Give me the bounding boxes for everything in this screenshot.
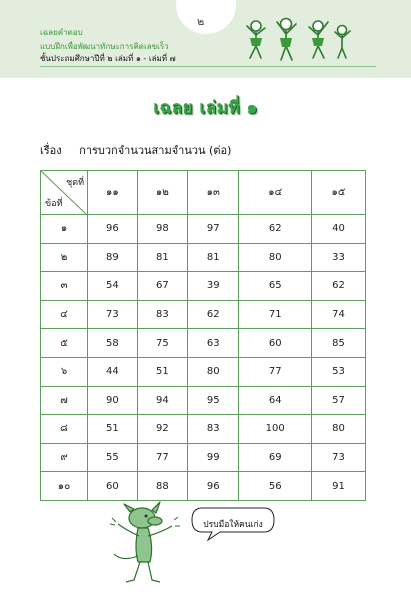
- answer-cell: 54: [88, 272, 138, 301]
- answer-cell: 91: [312, 472, 366, 501]
- answer-cell: 92: [137, 415, 187, 444]
- column-header: ๑๑: [88, 171, 138, 215]
- column-header: ๑๓: [188, 171, 239, 215]
- row-number: ๙: [41, 443, 88, 472]
- answer-cell: 64: [239, 386, 312, 415]
- table-row: [41, 357, 366, 386]
- answer-cell: 60: [88, 472, 138, 501]
- answer-cell: 58: [88, 329, 138, 358]
- answer-cell: 44: [88, 357, 138, 386]
- table-row: [41, 415, 366, 444]
- subject-line: [40, 141, 231, 159]
- answer-cell: 53: [312, 357, 366, 386]
- answer-cell: 89: [88, 243, 138, 272]
- row-number: ๖: [41, 357, 88, 386]
- row-number: ๕: [41, 329, 88, 358]
- answer-cell: 60: [239, 329, 312, 358]
- answer-cell: 77: [239, 357, 312, 386]
- column-header: ๑๔: [239, 171, 312, 215]
- answer-key-title: เฉลย เล่มที่ ๑: [153, 98, 258, 118]
- answer-cell: 62: [239, 215, 312, 244]
- table-row: [41, 243, 366, 272]
- answer-cell: 65: [239, 272, 312, 301]
- header-line-exercise-title: แบบฝึกเพื่อพัฒนาทักษะการคิดเลขเร็ว: [40, 42, 169, 51]
- row-number: ๓: [41, 272, 88, 301]
- answer-cell: 88: [137, 472, 187, 501]
- column-header: ๑๒: [137, 171, 187, 215]
- row-number: ๒: [41, 243, 88, 272]
- answer-cell: 75: [137, 329, 187, 358]
- row-number: ๗: [41, 386, 88, 415]
- answer-cell: 77: [137, 443, 187, 472]
- answer-cell: 67: [137, 272, 187, 301]
- table-row: [41, 215, 366, 244]
- answer-table: [40, 170, 366, 501]
- answer-cell: 80: [188, 357, 239, 386]
- answer-cell: 62: [312, 272, 366, 301]
- answer-cell: 71: [239, 300, 312, 329]
- answer-cell: 55: [88, 443, 138, 472]
- answer-cell: 100: [239, 415, 312, 444]
- answer-cell: 57: [312, 386, 366, 415]
- answer-cell: 85: [312, 329, 366, 358]
- answer-cell: 62: [188, 300, 239, 329]
- answer-cell: 73: [312, 443, 366, 472]
- table-row: [41, 300, 366, 329]
- clapping-dog-mascot: [108, 500, 188, 586]
- answer-cell: 40: [312, 215, 366, 244]
- answer-cell: 83: [188, 415, 239, 444]
- corner-item-label: ข้อที่: [45, 199, 63, 209]
- answer-cell: 80: [312, 415, 366, 444]
- answer-cell: 94: [137, 386, 187, 415]
- answer-cell: 95: [188, 386, 239, 415]
- answer-cell: 96: [188, 472, 239, 501]
- answer-cell: 33: [312, 243, 366, 272]
- row-number: ๘: [41, 415, 88, 444]
- answer-cell: 63: [188, 329, 239, 358]
- answer-cell: 69: [239, 443, 312, 472]
- cheering-kids-illustration: [236, 10, 354, 66]
- answer-cell: 80: [239, 243, 312, 272]
- corner-set-label: ชุดที่: [66, 178, 84, 188]
- answer-cell: 90: [88, 386, 138, 415]
- answer-cell: 97: [188, 215, 239, 244]
- answer-cell: 81: [137, 243, 187, 272]
- row-number: ๑๐: [41, 472, 88, 501]
- row-number: ๑: [41, 215, 88, 244]
- table-header-row: [41, 171, 366, 215]
- header-line-grade-volumes: ชั้นประถมศึกษาปีที่ ๒ เล่มที่ ๑ - เล่มที่ ๗: [40, 54, 176, 63]
- answer-cell: 74: [312, 300, 366, 329]
- table-row: [41, 329, 366, 358]
- answer-cell: 99: [188, 443, 239, 472]
- subject-value: การบวกจำนวนสามจำนวน (ต่อ): [79, 144, 232, 157]
- answer-cell: 96: [88, 215, 138, 244]
- answer-cell: 98: [137, 215, 187, 244]
- answer-cell: 81: [188, 243, 239, 272]
- answer-cell: 56: [239, 472, 312, 501]
- table-row: [41, 386, 366, 415]
- header-divider: [40, 66, 376, 67]
- answer-cell: 83: [137, 300, 187, 329]
- row-number: ๔: [41, 300, 88, 329]
- header-line-answer-key: เฉลยคำตอบ: [40, 28, 83, 37]
- table-row: [41, 272, 366, 301]
- table-corner-cell: [41, 171, 88, 215]
- answer-cell: 51: [137, 357, 187, 386]
- answer-cell: 39: [188, 272, 239, 301]
- answer-cell: 73: [88, 300, 138, 329]
- answer-cell: 51: [88, 415, 138, 444]
- page-number: ๒: [197, 15, 205, 28]
- subject-label: เรื่อง: [40, 144, 62, 157]
- speech-bubble-text: ปรบมือให้คนเก่ง: [203, 520, 263, 530]
- column-header: ๑๕: [312, 171, 366, 215]
- table-row: [41, 472, 366, 501]
- table-row: [41, 443, 366, 472]
